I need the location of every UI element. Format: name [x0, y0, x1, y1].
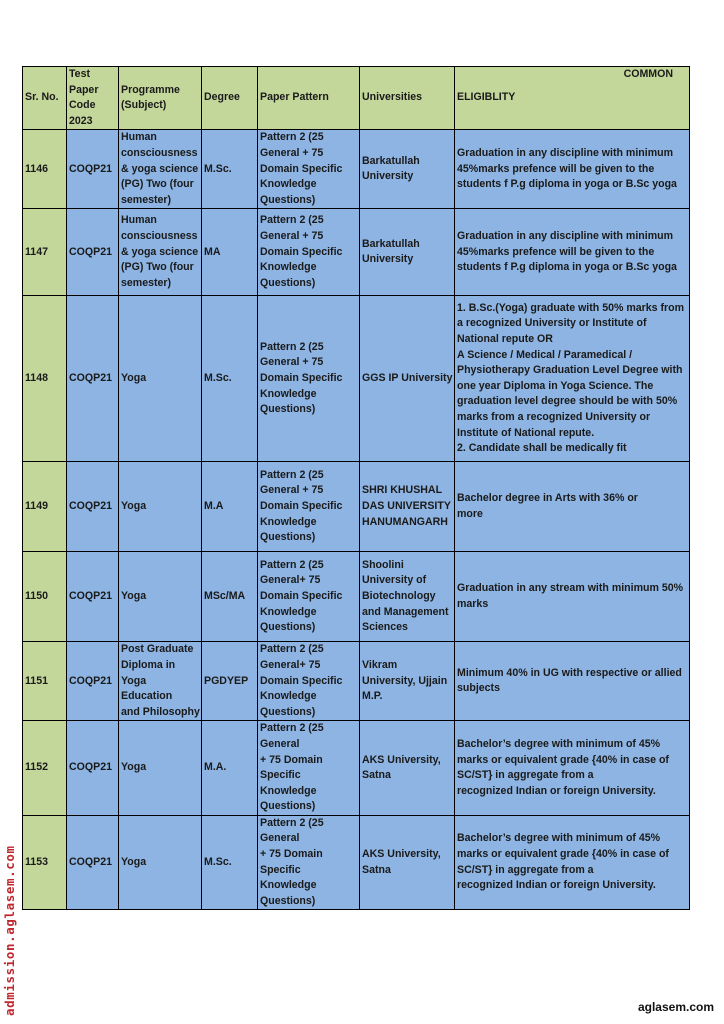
sr-no-cell: 1151: [23, 642, 67, 721]
university-cell: GGS IP University: [360, 296, 455, 462]
table-row: [23, 130, 690, 209]
sr-no-cell: 1148: [23, 296, 67, 462]
header-row: [23, 67, 690, 130]
header-paper-pattern: Paper Pattern: [258, 67, 360, 130]
code-cell: COQP21: [67, 721, 119, 816]
header-degree: Degree: [202, 67, 258, 130]
sr-no-cell: 1149: [23, 462, 67, 552]
pattern-cell: Pattern 2 (25 General + 75 Domain Specific Knowledge Questions): [258, 209, 360, 296]
programme-cell: Yoga: [119, 462, 202, 552]
footer-brand: aglasem.com: [637, 1000, 714, 1014]
degree-cell: M.Sc.: [202, 296, 258, 462]
pattern-cell: Pattern 2 (25 General + 75 Domain Specific Knowledge Questions): [258, 462, 360, 552]
table-row: [23, 552, 690, 642]
eligibility-cell: Graduation in any discipline with minimum 45%marks prefence will be given to the students f P.g diploma in yoga or B.Sc yoga: [455, 209, 690, 296]
programme-cell: Human consciousness & yoga science (PG) Two (four semester): [119, 209, 202, 296]
table-row: [23, 209, 690, 296]
university-cell: SHRI KHUSHAL DAS UNIVERSITY HANUMANGARH: [360, 462, 455, 552]
table-row: [23, 462, 690, 552]
pattern-cell: Pattern 2 (25 General + 75 Domain Specific Knowledge Questions): [258, 815, 360, 910]
programme-cell: Yoga: [119, 815, 202, 910]
pattern-cell: Pattern 2 (25 General+ 75 Domain Specific Knowledge Questions): [258, 642, 360, 721]
eligibility-cell: Bachelor degree in Arts with 36% or more: [455, 462, 690, 552]
degree-cell: M.A: [202, 462, 258, 552]
header-programme: Programme (Subject): [119, 67, 202, 130]
degree-cell: M.Sc.: [202, 815, 258, 910]
university-cell: Shoolini University of Biotechnology and Management Sciences: [360, 552, 455, 642]
header-common-label: COMMON: [623, 68, 673, 80]
degree-cell: PGDYEP: [202, 642, 258, 721]
pattern-cell: Pattern 2 (25 General + 75 Domain Specific Knowledge Questions): [258, 721, 360, 816]
sr-no-cell: 1152: [23, 721, 67, 816]
sr-no-cell: 1153: [23, 815, 67, 910]
pattern-cell: Pattern 2 (25 General + 75 Domain Specific Knowledge Questions): [258, 130, 360, 209]
sr-no-cell: 1146: [23, 130, 67, 209]
degree-cell: MSc/MA: [202, 552, 258, 642]
sr-no-cell: 1147: [23, 209, 67, 296]
code-cell: COQP21: [67, 209, 119, 296]
code-cell: COQP21: [67, 642, 119, 721]
eligibility-cell: Minimum 40% in UG with respective or allied subjects: [455, 642, 690, 721]
header-sr-no: Sr. No.: [23, 67, 67, 130]
university-cell: Barkatullah University: [360, 130, 455, 209]
university-cell: AKS University, Satna: [360, 721, 455, 816]
programme-cell: Yoga: [119, 552, 202, 642]
code-cell: COQP21: [67, 552, 119, 642]
table-row: [23, 296, 690, 462]
header-test-paper-code: Test Paper Code 2023: [67, 67, 119, 130]
university-cell: Vikram University, Ujjain M.P.: [360, 642, 455, 721]
programme-cell: Human consciousness & yoga science (PG) Two (four semester): [119, 130, 202, 209]
table-row: [23, 815, 690, 910]
table-row: [23, 721, 690, 816]
eligibility-cell: 1. B.Sc.(Yoga) graduate with 50% marks from a recognized University or Institute of National repute OR A Science / Medical / Paramedical / Physiotherapy Graduation Level Degree with one year Diploma in Yoga Science. The graduation level degree should be with 50% marks from a recognized University or Institute of National repute. 2. Candidate shall be medically fit: [455, 296, 690, 462]
watermark: admission.aglasem.com: [2, 845, 17, 1016]
university-cell: Barkatullah University: [360, 209, 455, 296]
eligibility-table: [22, 66, 690, 910]
eligibility-cell: Bachelor’s degree with minimum of 45% marks or equivalent grade {40% in case of SC/ST} in aggregate from a recognized Indian or foreign University.: [455, 721, 690, 816]
header-universities: Universities: [360, 67, 455, 130]
eligibility-cell: Bachelor’s degree with minimum of 45% marks or equivalent grade {40% in case of SC/ST} in aggregate from a recognized Indian or foreign University.: [455, 815, 690, 910]
pattern-cell: Pattern 2 (25 General + 75 Domain Specific Knowledge Questions): [258, 296, 360, 462]
table-row: [23, 642, 690, 721]
code-cell: COQP21: [67, 462, 119, 552]
code-cell: COQP21: [67, 296, 119, 462]
programme-cell: Post Graduate Diploma in Yoga Education and Philosophy: [119, 642, 202, 721]
sr-no-cell: 1150: [23, 552, 67, 642]
header-eligibility-label: ELIGIBLITY: [457, 91, 516, 104]
eligibility-cell: Graduation in any discipline with minimum 45%marks prefence will be given to the students f P.g diploma in yoga or B.Sc yoga: [455, 130, 690, 209]
header-eligibility: [455, 67, 690, 130]
programme-cell: Yoga: [119, 296, 202, 462]
programme-cell: Yoga: [119, 721, 202, 816]
pattern-cell: Pattern 2 (25 General+ 75 Domain Specific Knowledge Questions): [258, 552, 360, 642]
code-cell: COQP21: [67, 130, 119, 209]
degree-cell: M.Sc.: [202, 130, 258, 209]
degree-cell: M.A.: [202, 721, 258, 816]
code-cell: COQP21: [67, 815, 119, 910]
university-cell: AKS University, Satna: [360, 815, 455, 910]
eligibility-cell: Graduation in any stream with minimum 50% marks: [455, 552, 690, 642]
degree-cell: MA: [202, 209, 258, 296]
